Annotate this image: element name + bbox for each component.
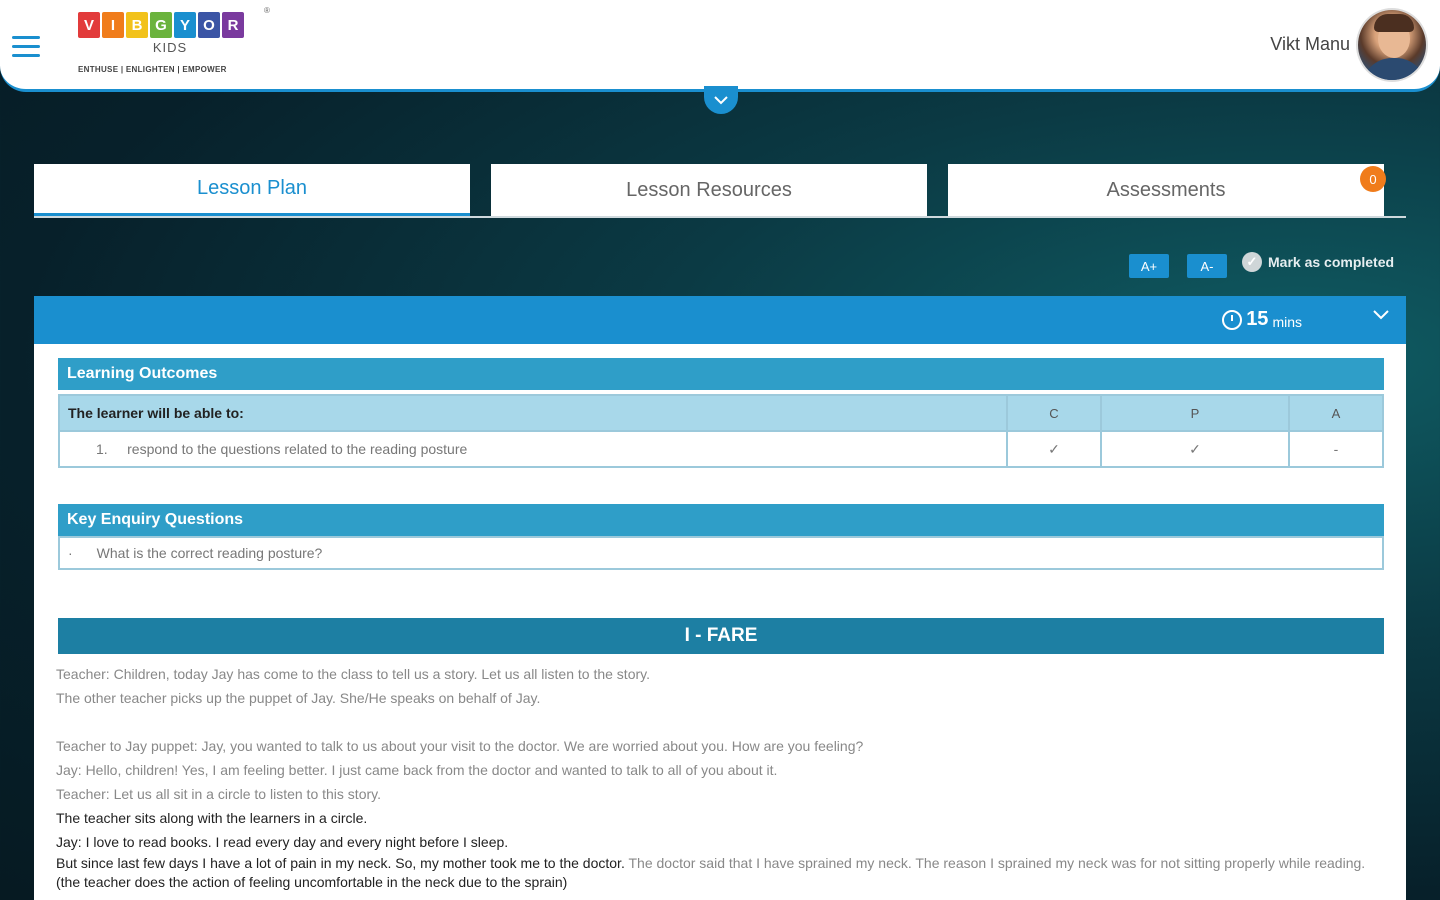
duration-unit: mins bbox=[1272, 313, 1302, 330]
learning-outcomes-title: Learning Outcomes bbox=[58, 358, 1384, 390]
avatar[interactable] bbox=[1356, 8, 1428, 82]
font-decrease-button[interactable]: A- bbox=[1187, 254, 1227, 278]
story-paragraph bbox=[56, 854, 1376, 892]
tab-label: Assessments bbox=[1106, 178, 1226, 201]
user-name[interactable]: Vikt Manu bbox=[1270, 34, 1350, 54]
duration-value: 15 bbox=[1246, 308, 1269, 330]
outcome-cell bbox=[59, 431, 1007, 467]
logo-letter: Y bbox=[174, 12, 196, 38]
story-line: Jay: Hello, children! Yes, I am feeling better. I just came back from the doctor and wanted to talk to all of you about it. bbox=[56, 762, 778, 778]
story-line: Jay: I love to read books. I read every day and every night before I sleep. bbox=[56, 834, 509, 850]
bullet: · bbox=[68, 545, 73, 561]
tab-assessments[interactable] bbox=[948, 164, 1384, 216]
learning-outcomes-table bbox=[58, 394, 1384, 468]
story-line: The teacher sits along with the learners in a circle. bbox=[56, 810, 368, 826]
outcomes-header-label: The learner will be able to: bbox=[59, 395, 1007, 431]
logo-letter: I bbox=[102, 12, 124, 38]
outcome-a-mark: - bbox=[1289, 431, 1383, 467]
outcome-number: 1. bbox=[96, 441, 108, 457]
panel-collapse-chevron-icon[interactable] bbox=[1372, 308, 1390, 326]
tab-label: Lesson Plan bbox=[196, 177, 308, 199]
app-header bbox=[0, 0, 1440, 92]
check-circle-icon: ✓ bbox=[1242, 252, 1262, 272]
logo-letter: V bbox=[78, 12, 100, 38]
lesson-tabs bbox=[34, 164, 1406, 218]
font-increase-button[interactable]: A+ bbox=[1129, 254, 1169, 278]
logo-letter: O bbox=[198, 12, 220, 38]
outcome-c-mark: ✓ bbox=[1007, 431, 1101, 467]
tab-label: Lesson Resources bbox=[626, 178, 792, 201]
logo-letter: R bbox=[222, 12, 244, 38]
table-row bbox=[59, 431, 1383, 467]
key-enquiry-question bbox=[58, 536, 1384, 570]
outcome-p-mark: ✓ bbox=[1101, 431, 1289, 467]
vibgyor-kids-logo[interactable] bbox=[78, 6, 274, 84]
story-line: The other teacher picks up the puppet of Jay. She/He speaks on behalf of Jay. bbox=[56, 690, 541, 706]
panel-header bbox=[34, 296, 1406, 344]
question-text: What is the correct reading posture? bbox=[96, 545, 323, 561]
logo-tagline: ENTHUSE | ENLIGHTEN | EMPOWER bbox=[78, 65, 227, 74]
tab-lesson-resources[interactable] bbox=[491, 164, 927, 216]
table-header-row bbox=[59, 395, 1383, 431]
mark-completed-label: Mark as completed bbox=[1268, 254, 1395, 270]
assessments-count-badge: 0 bbox=[1360, 166, 1386, 192]
clock-icon bbox=[1222, 310, 1242, 330]
fare-title: I - FARE bbox=[58, 618, 1384, 654]
story-line: Teacher: Children, today Jay has come to the class to tell us a story. Let us all listen to the story. bbox=[56, 666, 650, 682]
outcome-text: respond to the questions related to the reading posture bbox=[127, 441, 468, 457]
column-header-a: A bbox=[1289, 395, 1383, 431]
logo-letter: B bbox=[126, 12, 148, 38]
logo-letter: G bbox=[150, 12, 172, 38]
story-line: But since last few days I have a lot of pain in my neck. So, my mother took me to the doctor. bbox=[56, 855, 625, 871]
menu-icon[interactable] bbox=[12, 36, 40, 58]
key-enquiry-title: Key Enquiry Questions bbox=[58, 504, 1384, 536]
story-line: Teacher: Let us all sit in a circle to listen to this story. bbox=[56, 786, 381, 802]
mark-completed-button[interactable] bbox=[1242, 252, 1394, 272]
column-header-p: P bbox=[1101, 395, 1289, 431]
story-line: The doctor said that I have sprained my neck. The reason I sprained my neck was for not sitting properly while reading. bbox=[628, 855, 1366, 871]
logo-trademark: ® bbox=[264, 6, 270, 15]
tab-lesson-plan[interactable] bbox=[34, 164, 470, 216]
duration bbox=[1222, 308, 1302, 331]
logo-sub: KIDS bbox=[152, 40, 188, 55]
fare-story bbox=[56, 662, 1376, 892]
lesson-panel bbox=[34, 296, 1406, 900]
story-line: Teacher to Jay puppet: Jay, you wanted to talk to us about your visit to the doctor. We are worried about you. How are you feeling? bbox=[56, 738, 864, 754]
header-collapse-chevron-icon[interactable] bbox=[704, 86, 738, 114]
story-line: (the teacher does the action of feeling uncomfortable in the neck due to the sprain) bbox=[56, 874, 568, 890]
column-header-c: C bbox=[1007, 395, 1101, 431]
logo-letters bbox=[78, 12, 274, 38]
